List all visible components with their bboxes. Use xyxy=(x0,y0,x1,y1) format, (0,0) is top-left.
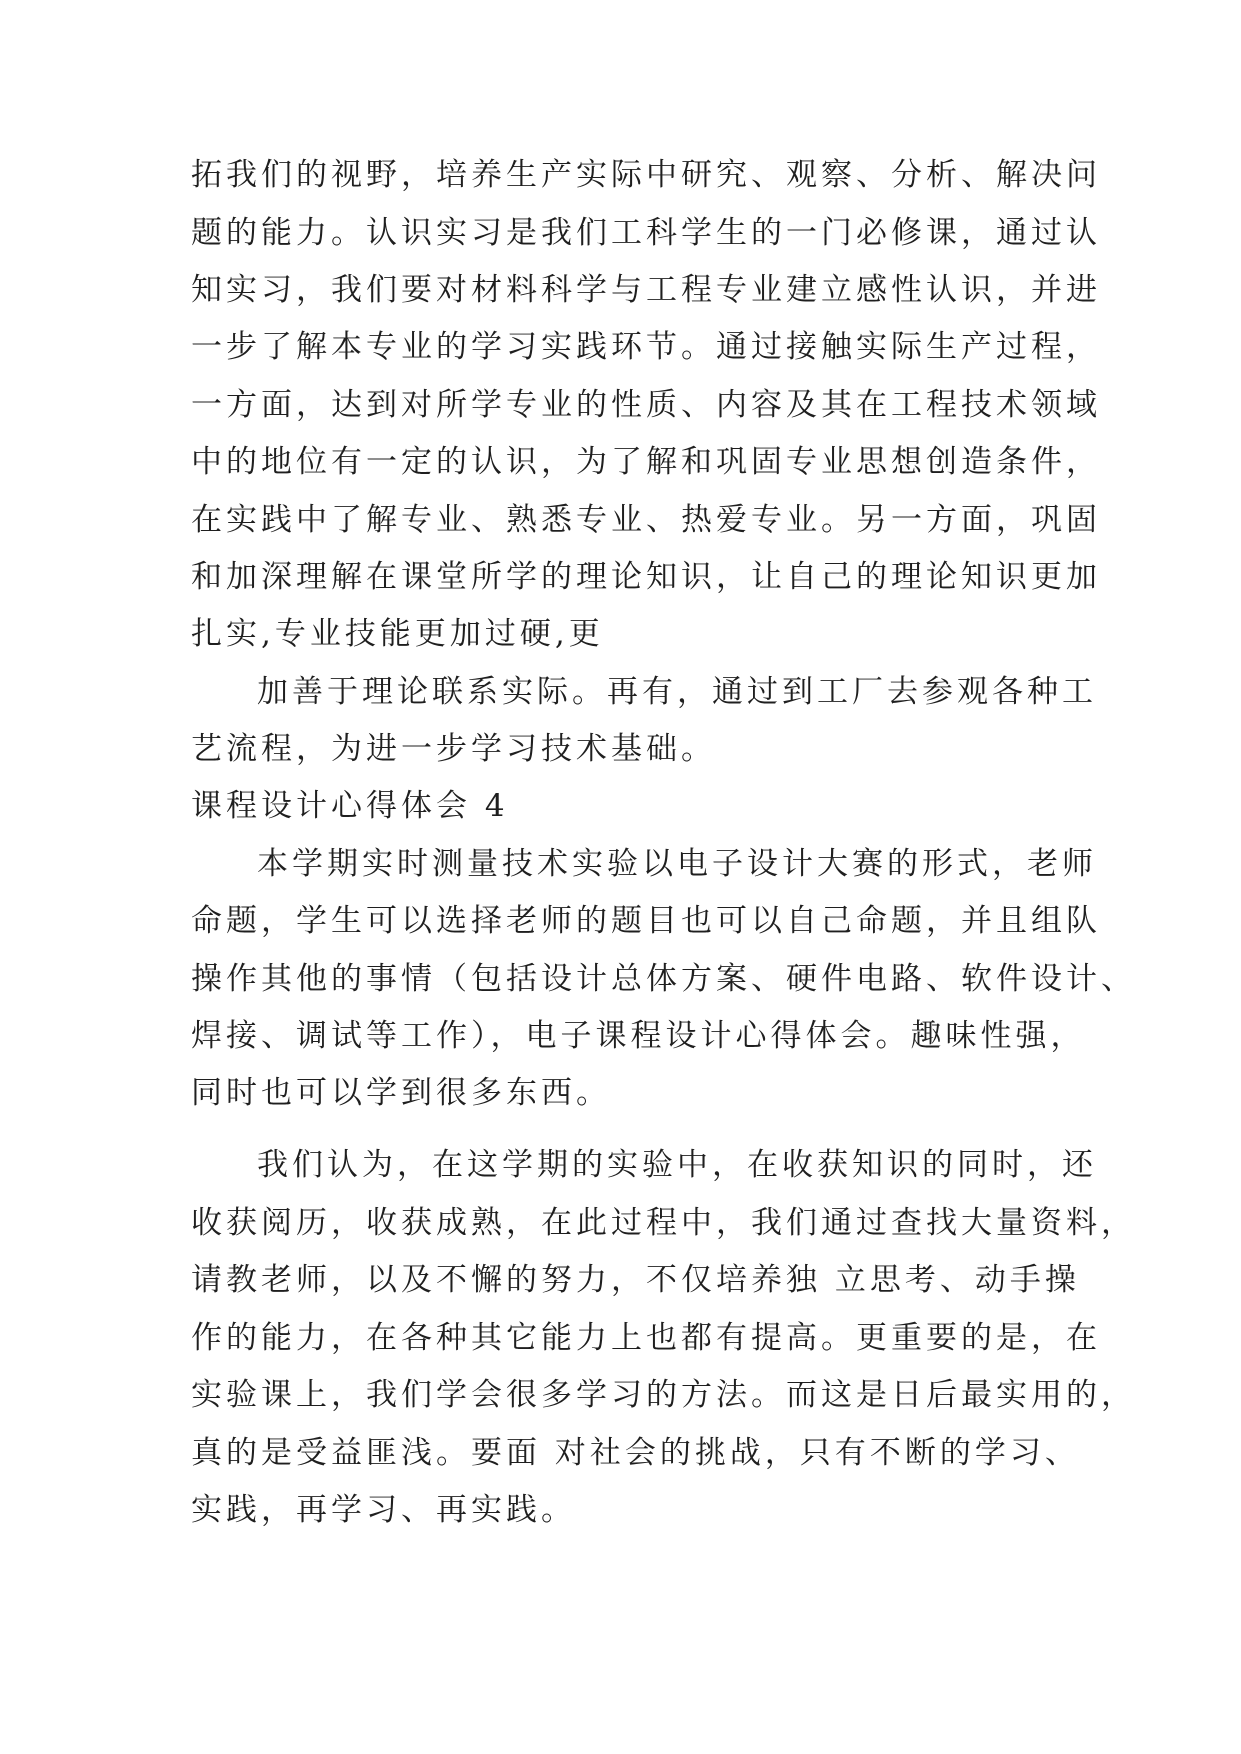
text-line: 作的能力，在各种其它能力上也都有提高。更重要的是，在 xyxy=(191,1320,1101,1356)
text-line: 一方面，达到对所学专业的性质、内容及其在工程技术领域 xyxy=(191,387,1101,423)
text-line: 命题，学生可以选择老师的题目也可以自己命题，并且组队 xyxy=(191,903,1101,939)
paragraph-first-line: 我们认为，在这学期的实验中，在收获知识的同时，还 xyxy=(257,1147,1097,1183)
text-line: 真的是受益匪浅。要面 对社会的挑战，只有不断的学习、 xyxy=(191,1435,1080,1471)
text-line: 题的能力。认识实习是我们工科学生的一门必修课，通过认 xyxy=(191,215,1101,251)
text-line: 艺流程，为进一步学习技术基础。 xyxy=(191,731,716,767)
text-line: 实践，再学习、再实践。 xyxy=(191,1492,576,1528)
text-line: 收获阅历，收获成熟，在此过程中，我们通过查找大量资料， xyxy=(191,1205,1136,1241)
text-line: 实验课上，我们学会很多学习的方法。而这是日后最实用的， xyxy=(191,1377,1136,1413)
text-line: 和加深理解在课堂所学的理论知识，让自己的理论知识更加 xyxy=(191,559,1101,595)
text-line: 焊接、调试等工作），电子课程设计心得体会。趣味性强， xyxy=(191,1018,1086,1054)
paragraph-first-line: 本学期实时测量技术实验以电子设计大赛的形式，老师 xyxy=(257,846,1097,882)
text-line: 同时也可以学到很多东西。 xyxy=(191,1075,611,1111)
text-line: 中的地位有一定的认识，为了解和巩固专业思想创造条件， xyxy=(191,444,1101,480)
text-line: 扎实,专业技能更加过硬,更 xyxy=(191,616,604,652)
text-line: 请教老师，以及不懈的努力，不仅培养独 立思考、动手操 xyxy=(191,1262,1080,1298)
text-line: 一步了解本专业的学习实践环节。通过接触实际生产过程， xyxy=(191,329,1101,365)
section-heading: 课程设计心得体会 4 xyxy=(191,788,509,824)
text-line: 拓我们的视野，培养生产实际中研究、观察、分析、解决问 xyxy=(191,157,1101,193)
text-line: 操作其他的事情（包括设计总体方案、硬件电路、软件设计、 xyxy=(191,961,1136,997)
text-line: 在实践中了解专业、熟悉专业、热爱专业。另一方面，巩固 xyxy=(191,502,1101,538)
paragraph-first-line: 加善于理论联系实际。再有，通过到工厂去参观各种工 xyxy=(257,674,1097,710)
text-line: 知实习，我们要对材料科学与工程专业建立感性认识，并进 xyxy=(191,272,1101,308)
